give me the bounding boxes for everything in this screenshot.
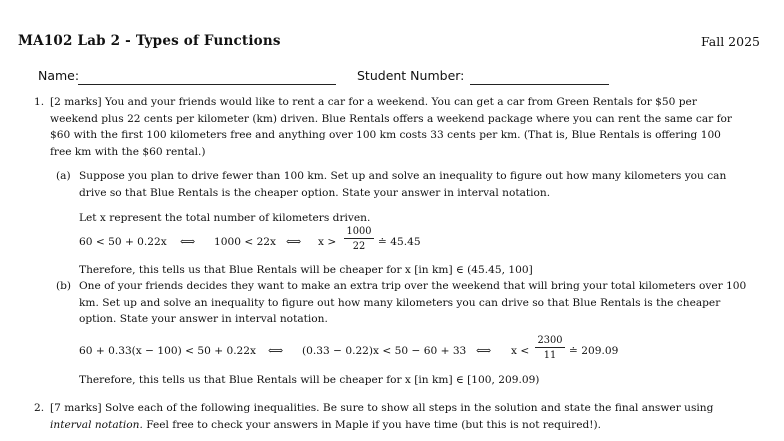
q1a-conclusion: Therefore, this tells us that Blue Rentals will be cheaper for x [in km] ∈ (45.45, 100] — [79, 264, 533, 276]
q1-marks: [2 marks] — [50, 96, 102, 108]
q2-text-1: Solve each of the following inequalities. Be sure to show all steps in the solution and state the final answer using — [105, 402, 714, 414]
q1-intro-text-1: You and your friends would like to rent a car for a weekend. You can get a car from Green Rentals for $50 per — [105, 96, 697, 108]
q2-text-2-italic: interval notation. — [50, 418, 143, 431]
q1a-let-line: Let x represent the total number of kilometers driven. — [79, 212, 371, 224]
student-number-label: Student Number: — [357, 68, 465, 83]
q1b-label: (b) — [56, 280, 72, 292]
q2-line-2 — [50, 417, 601, 434]
q2-marks: [7 marks] — [50, 402, 102, 414]
q1b-eq-3: x < — [511, 345, 530, 357]
q1a-text-2: drive so that Blue Rentals is the cheaper option. State your answer in interval notation. — [79, 186, 551, 199]
q2-line-1 — [50, 400, 713, 417]
q1-intro-text-2: weekend plus 22 cents per kilometer (km) driven. Blue Rentals offers a weekend package where you can rent the same car for — [50, 112, 732, 125]
q1b-approx: ≐ 209.09 — [569, 345, 619, 357]
q1a-label: (a) — [56, 170, 71, 182]
q1-intro-text-4: free km with the $60 rental.) — [50, 145, 206, 158]
q1b-iff-2: ⟺ — [476, 345, 492, 357]
q1-line-1 — [50, 94, 697, 111]
q1-number: 1. — [34, 96, 45, 108]
q1-intro-text-3: $60 with the first 100 kilometers free and anything over 100 km costs 33 cents per km. (That is, Blue Rentals is offering 100 — [50, 129, 721, 141]
q1a-eq-2: 1000 < 22x — [214, 236, 277, 248]
q1b-iff-1: ⟺ — [268, 345, 284, 357]
q1a-frac-denominator: 22 — [352, 241, 366, 252]
q1b-eq-1: 60 + 0.33(x − 100) < 50 + 0.22x — [79, 345, 257, 357]
q1a-fraction — [344, 226, 374, 252]
q2-text-2-rest: Feel free to check your answers in Maple if you have time (but this is not required!). — [142, 418, 602, 431]
q1a-eq-1: 60 < 50 + 0.22x — [79, 236, 167, 248]
q1a-frac-bar — [344, 238, 374, 239]
q1a-eq-3: x > — [318, 236, 337, 248]
q1b-frac-denominator: 11 — [543, 350, 557, 361]
semester-label: Fall 2025 — [700, 34, 760, 49]
name-label: Name: — [38, 68, 80, 83]
q1b-conclusion: Therefore, this tells us that Blue Rentals will be cheaper for x [in km] ∈ [100, 209.09) — [79, 374, 540, 386]
q1a-text-1: Suppose you plan to drive fewer than 100 km. Set up and solve an inequality to figure out how many kilometers you can — [79, 170, 727, 182]
q2-number: 2. — [34, 402, 45, 414]
q1a-iff-1: ⟺ — [180, 236, 196, 248]
q1a-approx: ≐ 45.45 — [378, 236, 421, 248]
q1a-frac-numerator: 1000 — [346, 226, 372, 237]
name-field[interactable] — [78, 84, 336, 85]
q1b-frac-numerator: 2300 — [537, 335, 563, 346]
q1b-eq-2: (0.33 − 0.22)x < 50 − 60 + 33 — [302, 345, 467, 357]
page-title: MA102 Lab 2 - Types of Functions — [18, 33, 281, 49]
q1b-frac-bar — [535, 347, 565, 348]
q1b-text-3: option. State your answer in interval notation. — [79, 313, 328, 325]
student-number-field[interactable] — [470, 84, 609, 85]
q1b-text-2: km. Set up and solve an inequality to figure out how many kilometers you can drive so that Blue Rentals is the cheaper — [79, 296, 721, 309]
q1b-fraction — [535, 335, 565, 361]
q1a-iff-2: ⟺ — [286, 236, 302, 248]
q1b-text-1: One of your friends decides they want to make an extra trip over the weekend that will bring your total kilometers over 100 — [79, 280, 747, 292]
